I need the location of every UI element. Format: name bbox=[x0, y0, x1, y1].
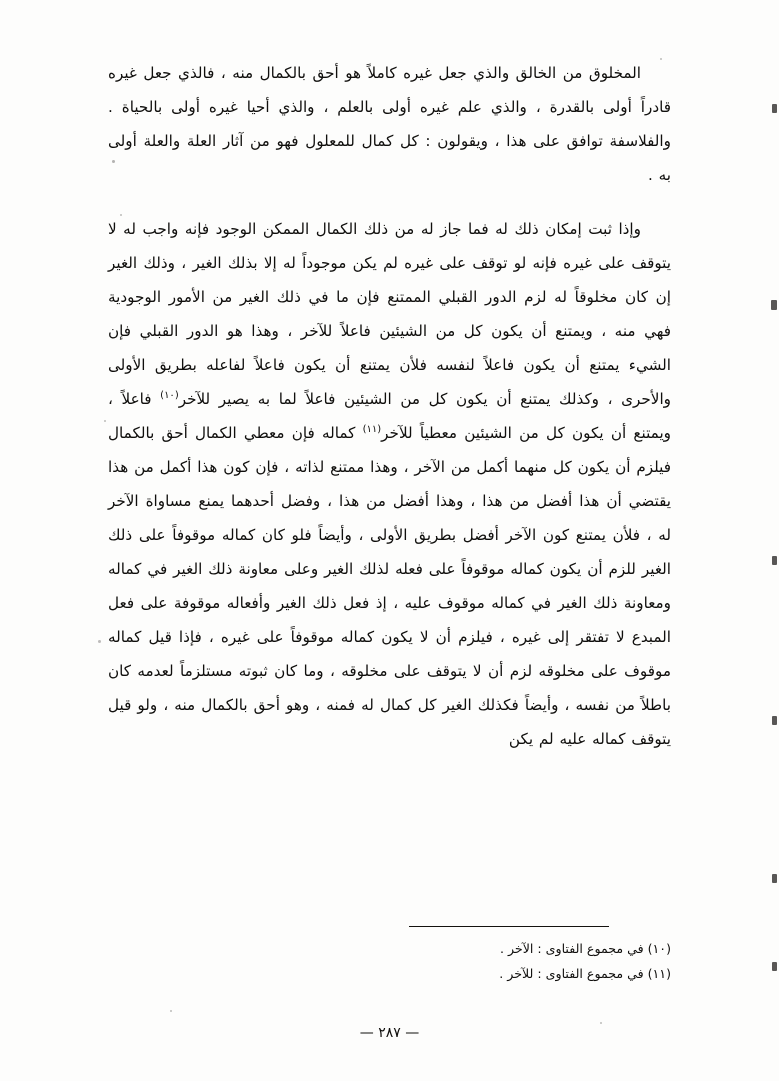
scan-mark bbox=[772, 874, 777, 883]
paragraph-2-part-a: وإذا ثبت إمكان ذلك له فما جاز له من ذلك الكمال الممكن الوجود فإنه واجب له لا يتوقف على غيره فإنه لو توقف على غيره لم يكن موجوداً له إلا بذلك الغير ، وذلك الغير إن كان مخلوقاً له لزم الدور القبلي الممتنع فإن ما في ذلك الغير من الأمور الوجودية فهي منه ، ويمتنع أن يكون كل من الشيئين فاعلاً للآخر ، وهذا هو الدور القبلي فإن الشيء يمتنع أن يكون فاعلاً لنفسه فلأن يمتنع أن يكون فاعلاً لفاعله بطريق الأولى والأحرى ، وكذلك يمتنع أن يكون كل من الشيئين فاعلاً لما به يصير للآخر bbox=[108, 220, 672, 408]
scan-mark bbox=[772, 104, 777, 113]
footnote-separator bbox=[409, 926, 609, 927]
paragraph-2 bbox=[108, 212, 671, 756]
paragraph-2-part-b: فاعلاً ، ويمتنع أن يكون كل من الشيئين معطياً للآخر bbox=[108, 390, 671, 442]
scan-mark bbox=[600, 1022, 602, 1024]
footnote-ref-11[interactable]: (١١) bbox=[362, 423, 382, 435]
scan-mark bbox=[772, 556, 777, 565]
scan-mark bbox=[772, 716, 777, 725]
scan-mark bbox=[104, 420, 106, 422]
scan-mark bbox=[771, 300, 777, 310]
scan-mark bbox=[170, 1010, 172, 1012]
scan-mark bbox=[772, 962, 777, 971]
footnote-10: (١٠) في مجموع الفتاوى : الآخر . bbox=[499, 941, 671, 956]
paragraph-2-part-c: كماله فإن معطي الكمال أحق بالكمال فيلزم أن يكون كل منهما أكمل من الآخر ، وهذا ممتنع لذاته ، فإن كون هذا أكمل من هذا يقتضي أن هذا أفضل من هذا ، وهذا أفضل من هذا ، وفضل أحدهما يمنع مساواة الآخر له ، فلأن يمتنع كون الآخر أفضل بطريق الأولى ، وأيضاً فلو كان كماله موقوفاً على ذلك الغير للزم أن يكون كماله موقوفاً على فعله لذلك الغير وعلى معاونة ذلك الغير في كماله ومعاونة ذلك الغير في كماله موقوف عليه ، إذ فعل ذلك الغير وأفعاله موقوفة على فعل المبدع لا تفتقر إلى غيره ، فيلزم أن لا يكون كماله موقوفاً على غيره ، فإذا قيل كماله موقوف على مخلوقه لزم أن لا يتوقف على مخلوقه ، وما كان ثبوته مستلزماً لعدمه كان باطلاً من نفسه ، وأيضاً فكذلك الغير كل كمال له فمنه ، وهو أحق بالكمال منه ، ولو قيل يتوقف كماله عليه لم يكن bbox=[108, 424, 671, 748]
body-text-column bbox=[108, 56, 671, 760]
footnote-ref-10[interactable]: (١٠) bbox=[160, 389, 179, 401]
footnotes-section bbox=[108, 936, 671, 986]
paragraph-1: المخلوق من الخالق والذي جعل غيره كاملاً هو أحق بالكمال منه ، فالذي جعل غيره قادراً أولى بالقدرة ، والذي علم غيره أولى بالعلم ، والذي أحيا غيره أولى بالحياة . والفلاسفة توافق على هذا ، ويقولون : كل كمال للمعلول فهو من آثار العلة والعلة أولى به . bbox=[108, 64, 671, 184]
footnote-11: (١١) في مجموع الفتاوى : للآخر . bbox=[499, 966, 671, 981]
page-number: — ٢٨٧ — bbox=[359, 1025, 420, 1041]
scan-mark bbox=[98, 640, 101, 643]
